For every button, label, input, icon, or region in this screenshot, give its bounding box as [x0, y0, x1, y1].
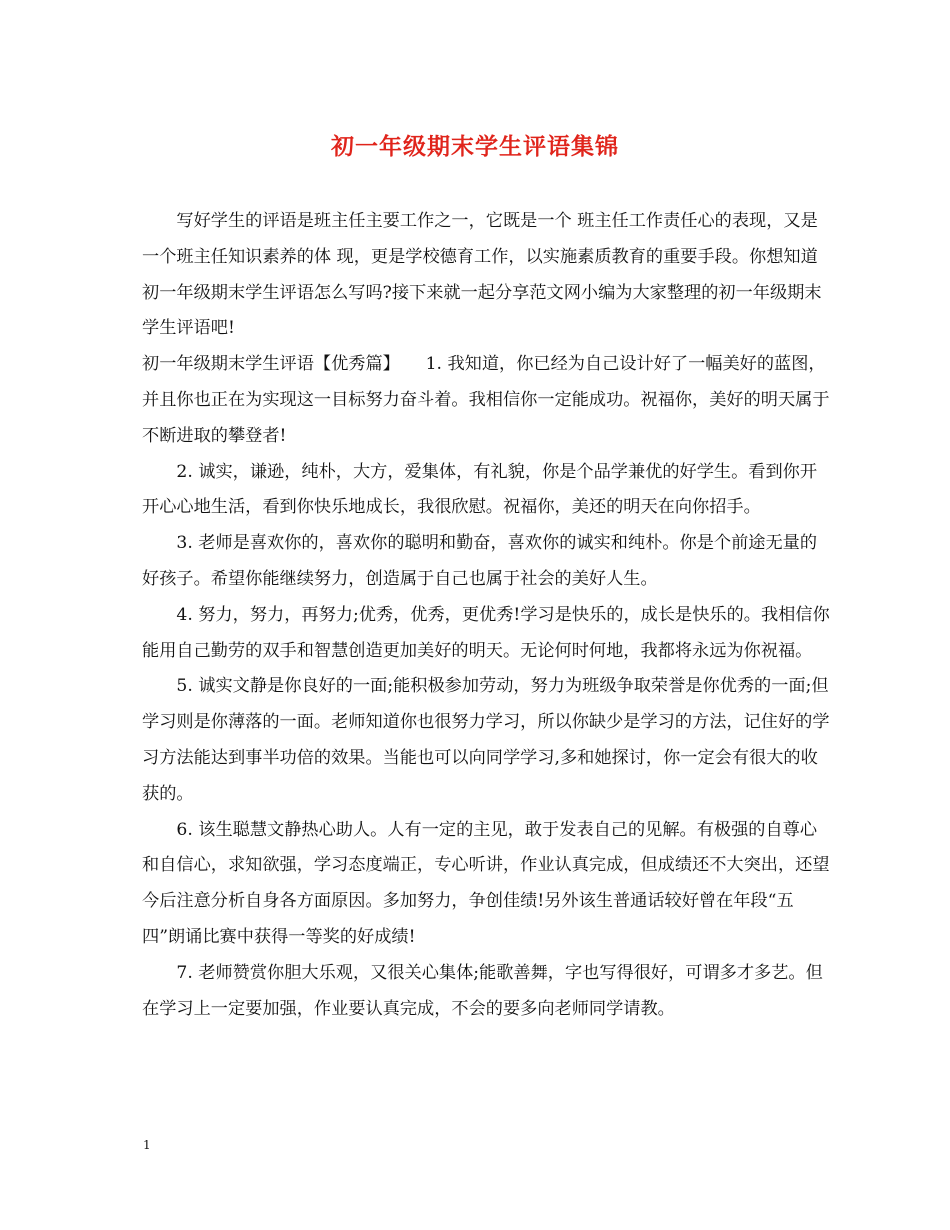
comment-item-4: 4. 努力，努力，再努力;优秀，优秀，更优秀!学习是快乐的，成长是快乐的。我相信你能用自己勤劳的双手和智慧创造更加美好的明天。无论何时何地，我都将永远为你祝福。 — [142, 604, 830, 661]
comment-item-5: 5. 诚实文静是你良好的一面;能积极参加劳动，努力为班级争取荣誉是你优秀的一面;但学习则是你薄落的一面。老师知道你也很努力学习，所以你缺少是学习的方法，记住好的学习方法能达到事半功倍的效果。当能也可以向同学学习,多和她探讨，你一定会有很大的收获的。 — [142, 676, 830, 804]
section-paragraph — [142, 347, 832, 454]
comment-item-3: 3. 老师是喜欢你的，喜欢你的聪明和勤奋，喜欢你的诚实和纯朴。你是个前途无量的好孩子。希望你能继续努力，创造属于自己也属于社会的美好人生。 — [142, 533, 818, 589]
spacer — [391, 354, 425, 374]
intro-paragraph: 写好学生的评语是班主任主要工作之一，它既是一个 班主任工作责任心的表现，又是一个班主任知识素养的体 现，更是学校德育工作，以实施素质教育的重要手段。你想知道初一年级期末学生评语怎么写吗?接下来就一起分享范文网小编为大家整理的初一年级期末学生评语吧! — [142, 211, 822, 339]
section-heading: 初一年级期末学生评语【优秀篇】 — [142, 354, 392, 375]
document-body — [142, 204, 832, 1027]
comment-item-2: 2. 诚实，谦逊，纯朴，大方，爱集体，有礼貌，你是个品学兼优的好学生。看到你开开心心地生活，看到你快乐地成长，我很欣慰。祝福你，美还的明天在向你招手。 — [142, 461, 818, 518]
page-number: 1 — [143, 1138, 151, 1152]
comment-item-6: 6. 该生聪慧文静热心助人。人有一定的主见，敢于发表自己的见解。有极强的自尊心和自信心，求知欲强，学习态度端正，专心听讲，作业认真完成，但成绩还不大突出，还望今后注意分析自身各方面原因。多加努力，争创佳绩!另外该生普通话较好曾在年段“五四”朗诵比赛中获得一等奖的好成绩! — [142, 819, 830, 947]
comment-item-1: 1. 我知道，你已经为自己设计好了一幅美好的蓝图，并且你也正在为实现这一目标努力奋斗着。我相信你一定能成功。祝福你，美好的明天属于不断进取的攀登者! — [142, 354, 830, 446]
page-title: 初一年级期末学生评语集锦 — [331, 133, 619, 160]
comment-item-7: 7. 老师赞赏你胆大乐观，又很关心集体;能歌善舞，字也写得很好，可谓多才多艺。但在学习上一定要加强，作业要认真完成，不会的要多向老师同学请教。 — [142, 962, 823, 1019]
